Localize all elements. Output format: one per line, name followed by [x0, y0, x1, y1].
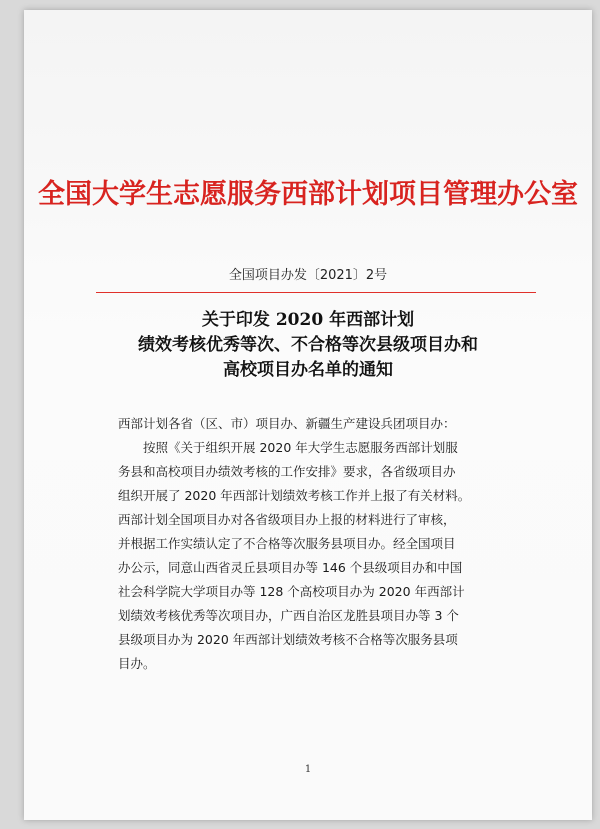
issuing-office-header: 全国大学生志愿服务西部计划项目管理办公室	[38, 179, 578, 210]
body-line: 社会科学院大学项目办等 128 个高校项目办为 2020 年西部计	[118, 584, 465, 599]
page-number: 1	[304, 764, 312, 775]
document-number: 全国项目办发〔2021〕2号	[228, 268, 388, 283]
document-page	[24, 10, 592, 820]
body-line: 目办。	[118, 656, 156, 671]
body-line: 划绩效考核优秀等次项目办，广西自治区龙胜县项目办等 3 个	[118, 608, 459, 623]
notice-title	[24, 308, 592, 383]
body-line: 西部计划全国项目办对各省级项目办上报的材料进行了审核，	[118, 512, 456, 527]
notice-title-line: 高校项目办名单的通知	[223, 360, 393, 380]
body-line: 按照《关于组织开展 2020 年大学生志愿服务西部计划服	[143, 440, 458, 455]
notice-body	[118, 412, 538, 676]
notice-title-line: 关于印发 2020 年西部计划	[201, 310, 415, 330]
body-paragraph	[118, 436, 538, 676]
notice-title-line: 绩效考核优秀等次、不合格等次县级项目办和	[138, 335, 478, 355]
salutation: 西部计划各省（区、市）项目办、新疆生产建设兵团项目办：	[118, 416, 456, 431]
body-line: 组织开展了 2020 年西部计划绩效考核工作并上报了有关材料。	[118, 488, 471, 503]
body-line: 县级项目办为 2020 年西部计划绩效考核不合格等次服务县项	[118, 632, 458, 647]
body-line: 务县和高校项目办绩效考核的工作安排》要求，各省级项目办	[118, 464, 456, 479]
red-divider-line	[96, 292, 536, 293]
body-line: 并根据工作实绩认定了不合格等次服务县项目办。经全国项目	[118, 536, 456, 551]
body-line: 办公示，同意山西省灵丘县项目办等 146 个县级项目办和中国	[118, 560, 463, 575]
